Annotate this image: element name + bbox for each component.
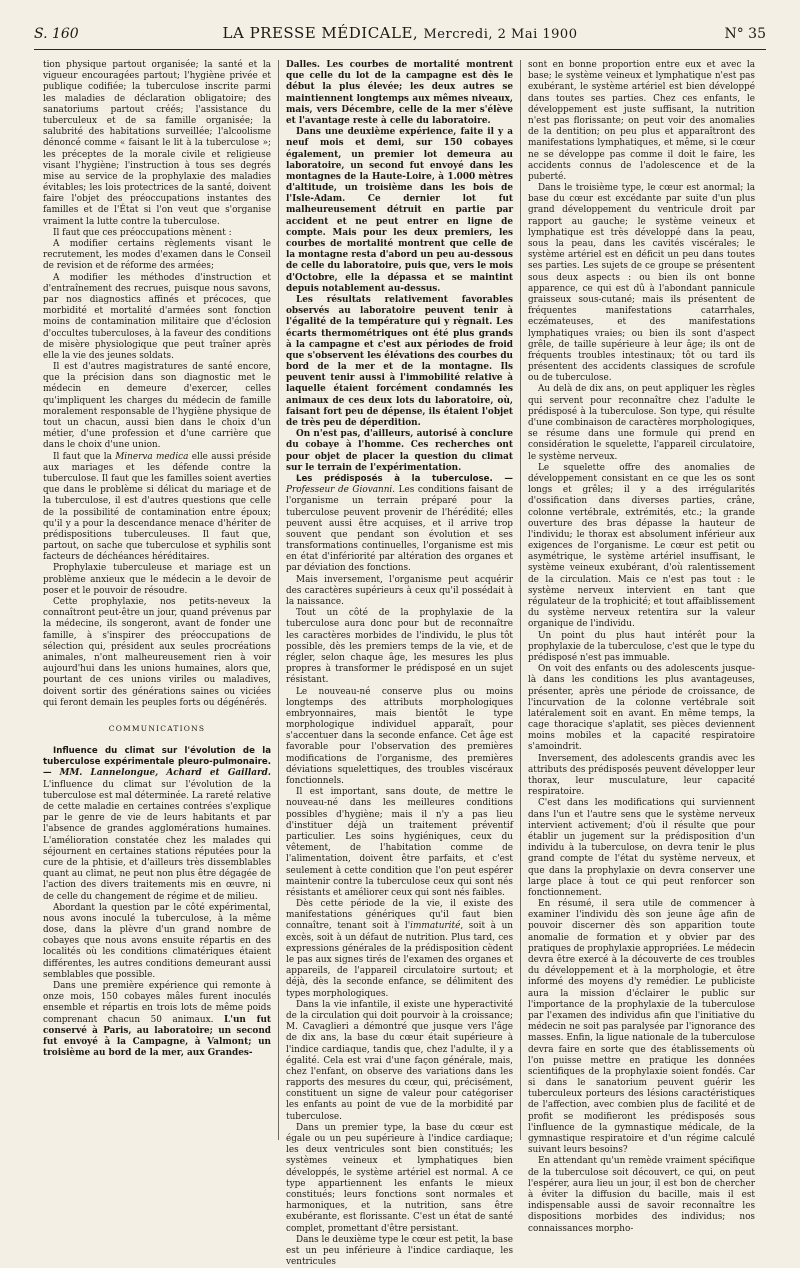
header-rule [34,49,766,50]
column-3 [520,60,762,1234]
paragraph: On voit des enfants ou des adolescents jusque-là dans les conditions les plus avantageuses, présenter, après une période de croissance, de l'incurvation de la colonne vertébrale soit latéralement soit en avant. En même temps, la cage thoracique s'aplatit, ses pièces deviennent moins mobiles et la capacité respiratoire s'amoindrit. [528,664,755,753]
paragraph: En résumé, il sera utile de commencer à examiner l'individu dès son jeune âge afin de pouvoir discerner dès son apparition toute anomalie de formation et y obvier par des pratiques de prophylaxie appropriées. Le médecin devra être exercé à la découverte de ces troubles du développement et à la morphologie, et être informé des moyens d'y remédier. Le publiciste aura la mission d'éclairer le public sur l'importance de la prophylaxie de la tuberculose par l'examen des individus afin que l'initiative du médecin ne soit pas paralysée par l'ignorance des masses. Enfin, la ligue nationale de la tuberculose devra faire en sorte que des établissements où l'on puisse mettre en pratique les données scientifiques de la prophylaxie soient fondés. Car si dans le sanatorium peuvent guérir les tuberculeux porteurs des lésions caractéristiques de l'affection, avec combien plus de facilité et de profit se modifieront les prédisposés sous l'influence de la gymnastique médicale, de la gymnastique respiratoire et d'un régime calculé suivant leurs besoins? [528,899,755,1156]
paragraph: C'est dans les modifications qui surviennent dans l'un et l'autre sens que le système nerveux intervient activement; d'où il résulte que pour établir un jugement sur la prédisposition d'un individu à la tuberculose, on devra tenir le plus grand compte de l'état du système nerveux, et que dans la prophylaxie on devra conserver une large place à tout ce qui peut renforcer son fonctionnement. [528,798,755,898]
paragraph: Inversement, des adolescents grandis avec les attributs des prédisposés peuvent développer leur thorax, leur musculature, leur capacité respiratoire. [528,753,755,798]
article-authors: MM. Lannelongue, Achard et Gaillard. [59,768,271,779]
column-1 [36,60,278,1140]
text-run: elle aussi préside aux mariages et les défende contre la tuberculose. Il faut que les familles soient averties que dans le problème si délicat du mariage et de la tuberculose, il est d'autres questions que celle de la possibilité de contamination entre époux; qu'il y a pour la descendance menace d'hériter de prédispositions tuberculeuses. Il faut que, partout, on sache que tuberculose et syphilis sont facteurs de déchéances héréditaires. [43,451,271,563]
text-run: , soit à un excès, soit à un défaut de nutrition. Plus tard, ces expressions générales de la prédisposition cèdent le pas aux signes tirés de l'examen des organes et appareils, de l'appareil circulatoire surtout; et déjà, dès la seconde enfance, se délimitent des types morphologiques. [286,921,513,999]
paragraph: A modifier certains règlements visant le recrutement, les modes d'examen dans le Conseil de revision et de réforme des armées; [43,239,271,272]
paragraph: Dans une deuxième expérience, faite il y a neuf mois et demi, sur 150 cobayes également, un premier lot demeura au laboratoire, un second fut envoyé dans les montagnes de la Haute-Loire, à 1.000 mètres d'altitude, un troisième dans les bois de l'Isle-Adam. Ce dernier lot fut malheureusement détruit en partie par accident et ne peut entrer en ligne de compte. Mais pour les deux premiers, les courbes de mortalité montrent que celle de la montagne resta d'abord un peu au-dessous de celle du laboratoire, puis que, vers le mois d'Octobre, elle la dépassa et se maintint depuis notablement au-dessus. [286,127,513,294]
issue-number: N° 35 [724,26,766,42]
text-run: Les conditions faisant de l'organisme un terrain préparé pour la tuberculose peuvent provenir de l'hérédité; elles peuvent aussi être acquises, et il arrive trop souvent que pendant son évolution et ses transformations continuelles, l'organisme est mis en état d'infériorité par altération des organes et par déviation des fonctions. [286,485,513,574]
paragraph: Abordant la question par le côté expérimental, nous avons inoculé la tuberculose, à la même dose, dans la plèvre d'un grand nombre de cobayes que nous avons ensuite répartis en des localités où les conditions climatériques étaient différentes, les autres conditions demeurant aussi semblables que possible. [43,902,271,980]
paragraph: Au delà de dix ans, on peut appliquer les règles qui servent pour reconnaître chez l'adulte le prédisposé à la tuberculose. Son type, qui résulte d'une combinaison de caractères morphologiques, se résume dans une formule qui prend en considération le squelette, l'appareil circulatoire, le système nerveux. [528,384,755,462]
paragraph: Mais inversement, l'organisme peut acquérir des caractères supérieurs à ceux qu'il possédait à la naissance. [286,574,513,607]
column-2 [278,60,520,1268]
text-run: Dans une première expérience qui remonte à onze mois, 150 cobayes mâles furent inoculés ensemble et répartis en trois lots de même poids comprenant chacun 50 animaux. [43,981,271,1025]
paragraph: Dalles. Les courbes de mortalité montrent que celle du lot de la campagne est dès le début la plus élevée; les deux autres se maintiennent longtemps aux mêmes niveaux, mais, vers Décembre, celle de la mer s'élève et l'avantage reste à celle du laboratoire. [286,60,513,126]
masthead-title: LA PRESSE MÉDICALE, [222,24,419,42]
paragraph [43,981,271,1059]
paragraph: Les résultats relativement favorables observés au laboratoire peuvent tenir à l'égalité de la température qui y règnait. Les écarts thermométriques ont été plus grands à la campagne et c'est aux périodes de froid que s'observent les élévations des courbes du bord de la mer et de la montagne. Ils peuvent tenir aussi à l'immobilité relative à laquelle étaient forcément condamnés les animaux de ces deux lots du laboratoire, où, faisant fort peu de dépense, ils étaient l'objet de très peu de déperdition. [286,294,513,428]
paragraph: Cette prophylaxie, nos petits-neveux la connaîtront peut-être un jour, quand prévenus par la médecine, ils songeront, avant de fonder une famille, à s'inspirer des préoccupations de sélection qui, président aux seules procréations animales, n'ont malheureusement rien à voir aujourd'hui dans les unions humaines, alors que, pourtant de ces unions viriles ou maladives, doivent sortir des générations saines ou viciées qui feront demain les peuples forts ou dégénérés. [43,597,271,708]
paragraph [43,452,271,564]
text-run-bold: L'un fut conservé à Paris, au laboratoire; un second fut envoyé à la Campagne, à Valmont; un troisième au bord de la mer, aux Grandes- [43,1014,271,1059]
article-columns [36,60,764,1268]
paragraph: On n'est pas, d'ailleurs, autorisé à conclure du cobaye à l'homme. Ces recherches ont pour objet de placer la question du climat sur le terrain de l'expérimentation. [286,429,513,473]
paragraph: Un point du plus haut intérêt pour la prophylaxie de la tuberculose, c'est que le type du prédisposé n'est pas immuable. [528,630,755,663]
paragraph: Il est important, sans doute, de mettre le nouveau-né dans les meilleures conditions possibles d'hygiène; mais il n'y a pas lieu d'instituer déjà un traitement préventif particulier. Les soins hygiéniques, ceux du vêtement, de l'habitation comme de l'alimentation, doivent être parfaits, et c'est seulement à cette condition que l'on peut espérer maintenir contre la tuberculose ceux qui sont nés résistants et améliorer ceux qui sont nés faibles. [286,787,513,898]
paragraph: Il est d'autres magistratures de santé encore, que la précision dans son diagnostic met le médecin en demeure d'exercer, celles qu'impliquent les charges du médecin de famille moralement responsable de l'hygiène physique de tout un chacun, aussi bien dans le choix d'un métier, d'une profession et d'une carrière que dans le choix d'une union. [43,362,271,451]
article-lead-paragraph [43,746,271,903]
paragraph: Tout un côté de la prophylaxie de la tuberculose aura donc pour but de reconnaître les caractères morbides de l'individu, le plus tôt possible, dès les premiers temps de la vie, et de régler, selon chaque âge, les mesures les plus propres à transformer le prédisposé en un sujet résistant. [286,608,513,686]
paragraph [286,899,513,1000]
paragraph: Le nouveau-né conserve plus ou moins longtemps des attributs morphologiques embryonnaires, mais bientôt le type morphologique individuel apparaît, pour s'accentuer dans la seconde enfance. Cet âge est favorable pour l'observation des premières modifications de l'organisme, des premières déviations squelettiques, des troubles viscéraux fonctionnels. [286,686,513,786]
paragraph: sont en bonne proportion entre eux et avec la base; le système veineux et lymphatique n'est pas exubérant, le système artériel est bien développé dans toutes ses parties. Chez ces enfants, le développement est juste suffisant, la nutrition n'est pas florissante; on peut voir des anomalies de la dentition; on peu plus et apparaîtront des manifestations lymphatiques, et même, si le cœur ne se développe pas comme il doit le faire, les accidents connus de l'adolescence et de la puberté. [528,60,755,182]
article-lead-paragraph [286,474,513,575]
paragraph: En attendant qu'un remède vraiment spécifique de la tuberculose soit découvert, ce qui, on peut l'espérer, aura lieu un jour, il est bon de chercher à éviter la diffusion du bacille, mais il est indispensable aussi de savoir reconnaître les dispositions morbides des individus; nos connaissances morpho- [528,1156,755,1234]
article-title: Les prédisposés à la tuberculose. — [296,473,513,484]
masthead [124,24,676,42]
paragraph: tion physique partout organisée; la santé et la vigueur encouragées partout; l'hygiène privée et publique codifiée; la tuberculose inscrite parmi les maladies de déclaration obligatoire; des sanatoriums partout créés; l'assistance du tuberculeux et de sa famille organisée; la salubrité des habitations surveillée; l'alcoolisme dénoncé comme « faisant le lit à la tuberculose »; les préceptes de la morale civile et religieuse visant l'hygiène; l'instruction à tous ses degrés mise au service de la prophylaxie des maladies évitables; les lois protectrices de la santé, doivent faire l'objet des préoccupations instantes des familles et de l'État si l'on veut que s'organise vraiment la lutte contre la tuberculose. [43,60,271,227]
page-number: S. 160 [34,26,79,42]
article-authors: Professeur de Giovanni. [286,485,396,496]
text-run: Il faut que la [53,451,116,462]
dateline: Mercredi, 2 Mai 1900 [423,27,578,42]
article-title: Influence du climat sur l'évolution de la tuberculose expérimentale pleuro-pulmonaire. — [43,746,271,779]
paragraph: Dans le troisième type, le cœur est anormal; la base du cœur est excédante par suite d'un plus grand développement du ventricule droit par rapport au gauche; le système veineux et lymphatique est très développé dans la peau, sous la peau, dans les cavités viscérales; le système artériel est en déficit un peu dans toutes ses parties. Les sujets de ce groupe se présentent sous deux aspects : ou bien ils ont bonne apparence, ce qui est dû à l'abondant pannicule graisseux sous-cutané; mais ils présentent de fréquentes manifestations catarrhales, eczémateuses, et des manifestations lymphatiques vraies; ou bien ils sont d'aspect grêle, de taille supérieure à leur âge; ils ont de fréquents troubles intestinaux; tôt ou tard ils présentent des accidents classiques de scrofule ou de tuberculose. [528,183,755,384]
text-run-italic: immaturité [410,921,461,932]
section-heading: COMMUNICATIONS [108,723,206,733]
text-run: Dès cette période de la vie, il existe des manifestations génériques qu'il faut bien connaître, tenant soit à l' [286,899,513,932]
journal-name: Minerva medica [115,451,189,462]
paragraph: Prophylaxie tuberculeuse et mariage est un problème anxieux que le médecin a le devoir de poser et le pouvoir de résoudre. [43,563,271,596]
paragraph: Le squelette offre des anomalies de développement consistant en ce que les os sont longs et grêles; il y a des irrégularités d'ossification dans diverses parties, crâne, colonne vertébrale, extrémités, etc.; la grande ouverture des bras dépasse la hauteur de l'individu; le thorax est absolument inférieur aux exigences de l'organisme. Le cœur est petit ou asymétrique, le système artériel insuffisant, le système veineux exubérant, d'où ralentissement de la circulation. Mais ce n'est pas tout : le système nerveux intervient en tant que régulateur de la trophicité; et tout affaiblissement du système nerveux retentira sur la valeur organique de l'individu. [528,462,755,630]
paragraph: A modifier les méthodes d'instruction et d'entraînement des recrues, puisque nous savons, par nos diagnostics affinés et précoces, que morbidité et mortalité d'armées sont fonction moins de contamination militaire que d'éclosion d'occultes tuberculoses, à la faveur des conditions de misère physiologique que peut traîner après elle la vie des jeunes soldats. [43,272,271,361]
page-header [34,24,766,46]
paragraph: Il faut que ces préoccupations mènent : [53,227,232,238]
paragraph: Dans un premier type, la base du cœur est égale ou un peu supérieure à l'indice cardiaque; les deux ventricules sont bien constitués; les systèmes veineux et lymphatiques bien développés, le système artériel est normal. A ce type appartiennent les enfants le mieux constitués; leurs fonctions sont normales et harmoniques, et la nutrition, sans être exubérante, est florissante. C'est un état de santé complet, promettant d'être persistant. [286,1122,513,1234]
text-run: L'influence du climat sur l'évolution de la tuberculose est mal déterminée. La rareté relative de cette maladie en certaines contrées s'explique par le genre de vie de leurs habitants et par l'absence de grandes agglomérations humaines. L'amélioration constatée chez les malades qui séjournent en certaines stations réputées pour la cure de la phtisie, et d'ailleurs très dissemblables quant au climat, ne peut non plus être dégagée de l'action des divers traitements mis en œuvre, ni de celle du changement de régime et de milieu. [43,779,271,902]
paragraph: Dans le deuxième type le cœur est petit, la base est un peu inférieure à l'indice cardiaque, les ventricules [286,1234,513,1268]
paragraph: Dans la vie infantile, il existe une hyperactivité de la circulation qui doit pourvoir à la croissance; M. Cavaglieri a démontré que jusque vers l'âge de dix ans, la base du cœur était supérieure à l'indice cardiaque, tandis que, chez l'adulte, il y a égalité. Cela est vrai d'une façon générale, mais, chez l'enfant, on observe des variations dans les rapports des mesures du cœur, qui, précisément, constituent un signe de valeur pour catégoriser les enfants au point de vue de la morbidité par tuberculose. [286,999,513,1122]
